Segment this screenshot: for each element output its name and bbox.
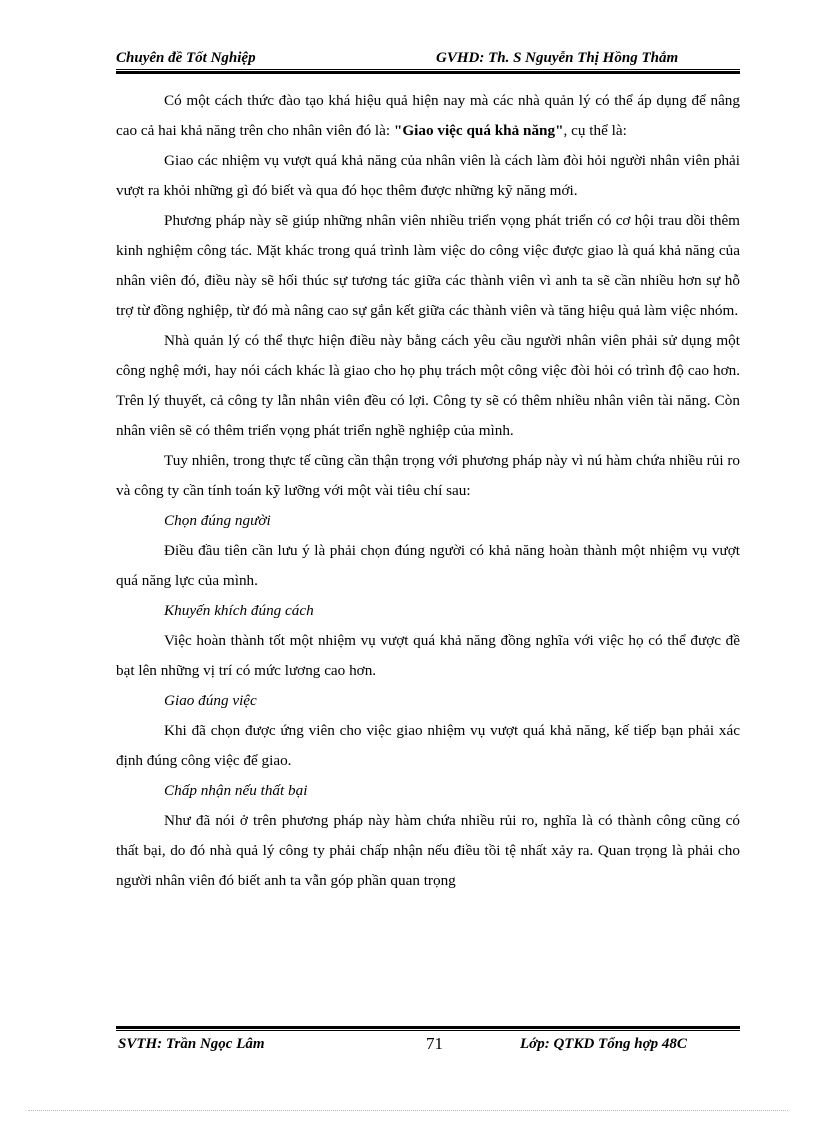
- paragraph-9: Như đã nói ở trên phương pháp này hàm chứa nhiều rủi ro, nghĩa là có thành công cũng có thất bại, do đó nhà quả lý công ty phải chấp nhận nếu điều tồi tệ nhất xảy ra. Quan trọng là phải cho người nhân viên đó biết anh ta vẫn góp phần quan trọng: [116, 812, 740, 889]
- paragraph-2: Giao các nhiệm vụ vượt quá khả năng của nhân viên là cách làm đòi hỏi người nhân viên phải vượt ra khỏi những gì đó biết và qua đó học thêm được những kỹ năng mới.: [116, 152, 740, 199]
- page-footer: [116, 1026, 740, 1066]
- footer-rule: [116, 1026, 740, 1031]
- page-header: [116, 46, 740, 72]
- subheading-choose-person: Chọn đúng người: [164, 512, 271, 529]
- paragraph-1-text: Có một cách thức đào tạo khá hiệu quả hiện nay mà các nhà quản lý có thể áp dụng để nâng cao cả hai khả năng trên cho nhân viên đó là:: [116, 92, 740, 139]
- paragraph-1-tail: , cụ thể là:: [563, 122, 627, 139]
- page-body: [116, 86, 740, 896]
- paragraph-4: Nhà quản lý có thể thực hiện điều này bằng cách yêu cầu người nhân viên phải sử dụng một công nghệ mới, hay nói cách khác là giao cho họ phụ trách một công việc đòi hỏi có trình độ cao hơn. Trên lý thuyết, cả công ty lẫn nhân viên đều có lợi. Công ty sẽ có thêm nhiều nhân viên tài năng. Còn nhân viên sẽ có thêm triển vọng phát triển nghề nghiệp của mình.: [116, 332, 740, 439]
- paragraph-6: Điều đầu tiên cần lưu ý là phải chọn đúng người có khả năng hoàn thành một nhiệm vụ vượt quá năng lực của mình.: [116, 542, 740, 589]
- header-advisor: GVHD: Th. S Nguyễn Thị Hồng Thắm: [436, 50, 679, 66]
- subheading-accept-failure: Chấp nhận nếu thất bại: [164, 782, 308, 799]
- paragraph-3: Phương pháp này sẽ giúp những nhân viên nhiều triển vọng phát triển có cơ hội trau dồi thêm kinh nghiệm công tác. Mặt khác trong quá trình làm việc do công việc được giao là quá khả năng của nhân viên đó, điều này sẽ hối thúc sự tương tác giữa các thành viên vì anh ta sẽ cần nhiều hơn sự hỗ trợ từ đồng nghiệp, từ đó mà nâng cao sự gắn kết giữa các thành viên và tăng hiệu quả làm việc nhóm.: [116, 212, 740, 319]
- header-thesis-title: Chuyên đề Tốt Nghiệp: [116, 50, 256, 66]
- footer-class: Lớp: QTKD Tổng hợp 48C: [520, 1036, 687, 1052]
- paragraph-8: Khi đã chọn được ứng viên cho việc giao nhiệm vụ vượt quá khả năng, kế tiếp bạn phải xác định đúng công việc để giao.: [116, 722, 740, 769]
- footer-student: SVTH: Trần Ngọc Lâm: [118, 1036, 265, 1052]
- subheading-assign-task: Giao đúng việc: [164, 692, 257, 709]
- paragraph-5: Tuy nhiên, trong thực tế cũng cần thận trọng với phương pháp này vì nú hàm chứa nhiều rủi ro và công ty cần tính toán kỹ lưỡng với một vài tiêu chí sau:: [116, 452, 740, 499]
- bottom-dotted-border: [28, 1110, 788, 1111]
- paragraph-1: [116, 86, 740, 146]
- header-rule: [116, 69, 740, 74]
- subheading-encourage: Khuyến khích đúng cách: [164, 602, 314, 619]
- paragraph-1-bold: "Giao việc quá khả năng": [393, 122, 564, 139]
- page-number: 71: [426, 1034, 443, 1053]
- paragraph-7: Việc hoàn thành tốt một nhiệm vụ vượt quá khả năng đồng nghĩa với việc họ có thể được đề bạt lên những vị trí có mức lương cao hơn.: [116, 632, 740, 679]
